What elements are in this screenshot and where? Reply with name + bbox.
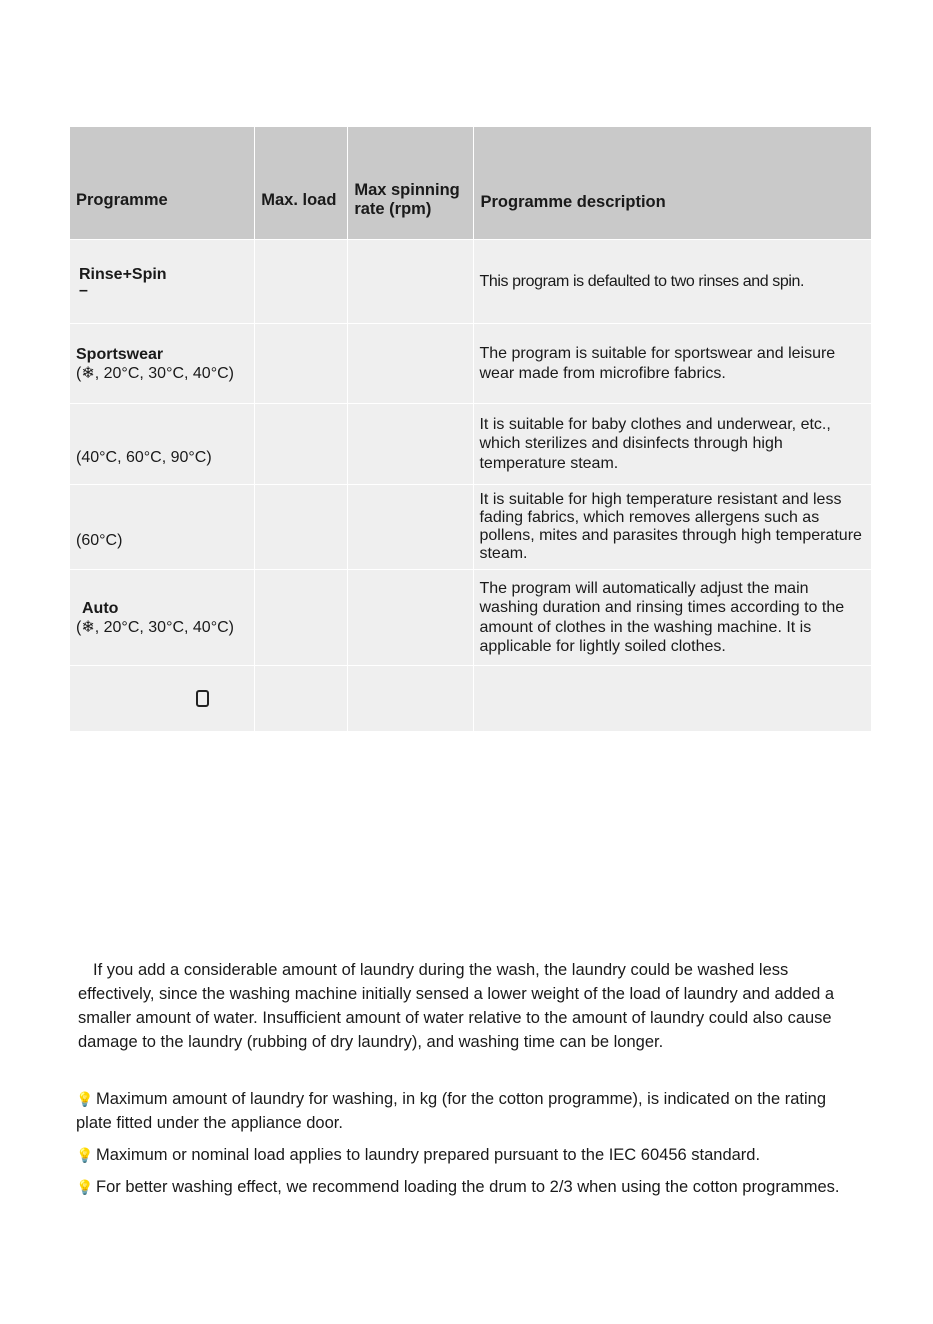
header-max-spin: Max spinning rate (rpm): [348, 127, 474, 240]
programme-name: Sportswear: [76, 345, 164, 363]
description-cell: It is suitable for baby clothes and underwear, etc., which sterilizes and disinfects through high temperature steam.: [474, 404, 872, 485]
header-description: Programme description: [474, 127, 872, 240]
table-row: [70, 485, 872, 570]
programme-cell: [70, 666, 255, 732]
note-text: If you add a considerable amount of laundry during the wash, the laundry could be washed less effectively, since the washing machine initially sensed a lower weight of the load of laundry and added a smaller amount of water. Insufficient amount of water relative to the amount of laundry could also cause damage to the laundry (rubbing of dry laundry), and washing time can be longer.: [78, 961, 835, 1051]
table-row: [70, 404, 872, 485]
lightbulb-icon: 💡: [76, 1179, 94, 1195]
tip-text: Maximum amount of laundry for washing, in kg (for the cotton programme), is indicated on the rating plate fitted under the appliance door.: [76, 1090, 827, 1132]
programme-temps: (40°C, 60°C, 90°C): [76, 448, 212, 466]
max-spin-cell: [348, 240, 474, 324]
header-programme: Programme: [70, 127, 255, 240]
tips-list: [76, 1087, 866, 1207]
max-load-cell: [255, 324, 348, 404]
table-header-row: [70, 127, 872, 240]
lightbulb-icon: 💡: [76, 1147, 94, 1163]
programme-name: Rinse+Spin: [79, 266, 167, 283]
programme-temps: (❄, 20°C, 30°C, 40°C): [76, 364, 234, 382]
programme-cell: [70, 404, 255, 485]
description-cell: It is suitable for high temperature resistant and less fading fabrics, which removes allergens such as pollens, mites and parasites through high temperature steam.: [474, 485, 872, 570]
phone-icon: [196, 690, 209, 707]
max-spin-cell: [348, 666, 474, 732]
tip-text: For better washing effect, we recommend loading the drum to 2/3 when using the cotton programmes.: [96, 1178, 840, 1196]
tip-item: [76, 1175, 866, 1199]
max-spin-cell: [348, 324, 474, 404]
table-row: [70, 240, 872, 324]
max-spin-cell: [348, 404, 474, 485]
table-row: [70, 324, 872, 404]
description-cell: This program is defaulted to two rinses and spin.: [474, 240, 872, 324]
max-load-cell: [255, 240, 348, 324]
programme-table: [69, 126, 872, 732]
tip-text: Maximum or nominal load applies to laundry prepared pursuant to the IEC 60456 standard.: [96, 1146, 761, 1164]
max-spin-cell: [348, 570, 474, 666]
programme-cell: [70, 240, 255, 324]
table-row: [70, 666, 872, 732]
lightbulb-icon: 💡: [76, 1091, 94, 1107]
tip-item: [76, 1143, 866, 1167]
programme-cell: [70, 324, 255, 404]
max-load-cell: [255, 570, 348, 666]
programme-name: Auto: [82, 599, 119, 617]
added-laundry-note: [78, 958, 868, 1054]
description-cell: The program will automatically adjust the main washing duration and rinsing times according to the amount of clothes in the washing machine. It is applicable for lightly soiled clothes.: [474, 570, 872, 666]
programme-temps: (❄, 20°C, 30°C, 40°C): [76, 618, 234, 636]
description-cell: [474, 666, 872, 732]
programme-cell: [70, 570, 255, 666]
table-row: [70, 570, 872, 666]
description-cell: The program is suitable for sportswear and leisure wear made from microfibre fabrics.: [474, 324, 872, 404]
programme-cell: [70, 485, 255, 570]
max-load-cell: [255, 666, 348, 732]
max-load-cell: [255, 485, 348, 570]
tip-item: [76, 1087, 866, 1135]
header-max-load: Max. load: [255, 127, 348, 240]
max-load-cell: [255, 404, 348, 485]
programme-extra: –: [79, 282, 88, 299]
max-spin-cell: [348, 485, 474, 570]
programme-temps: (60°C): [76, 531, 123, 549]
